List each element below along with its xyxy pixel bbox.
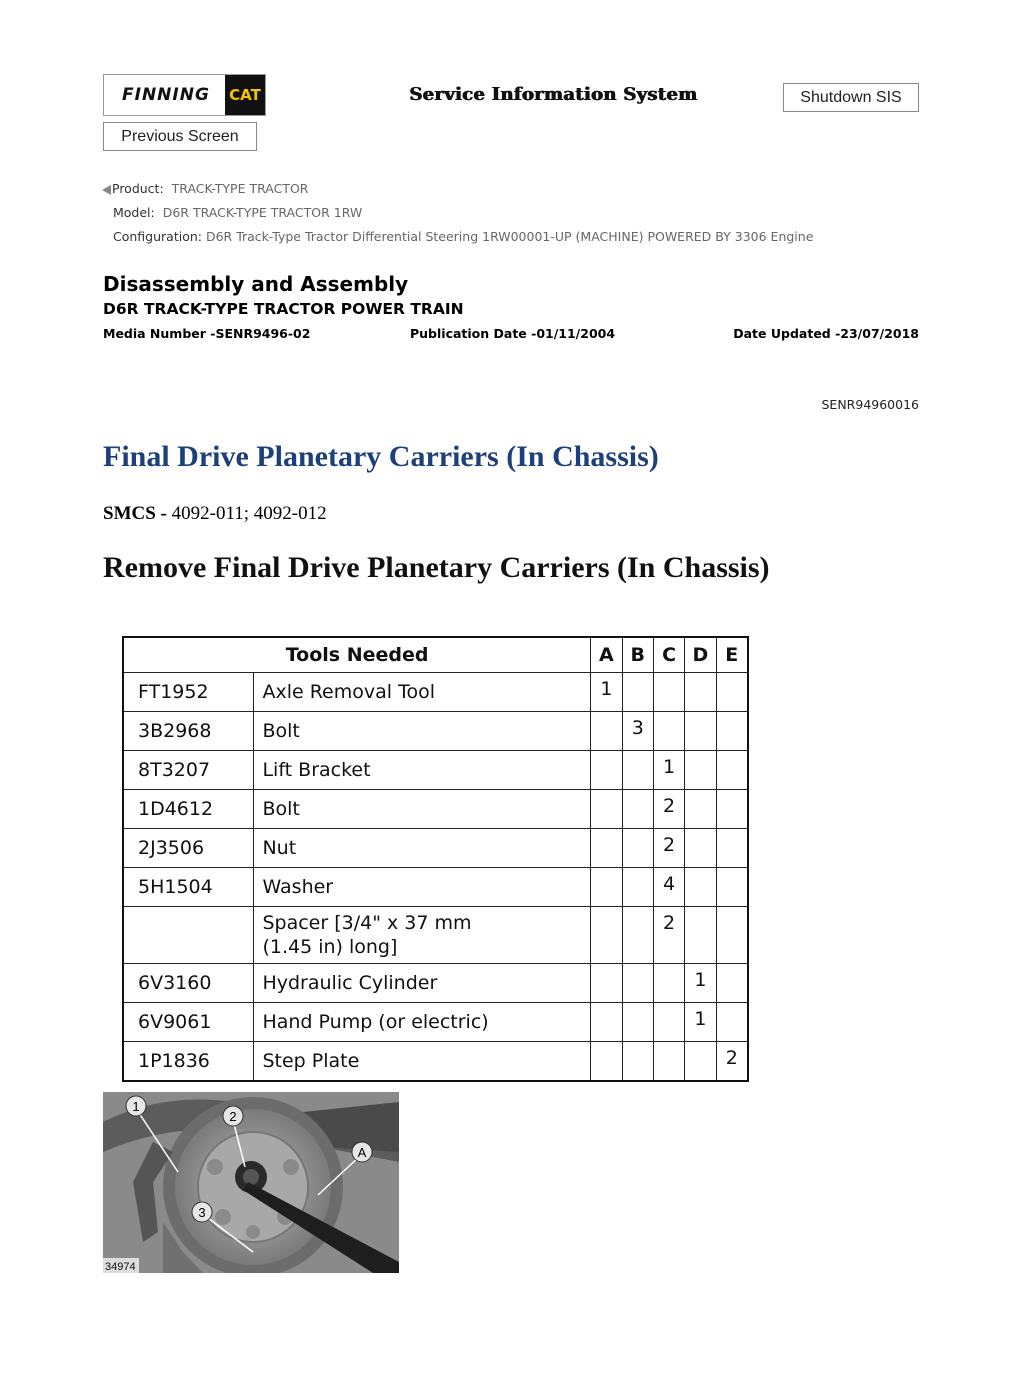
- callout-a: [352, 1142, 372, 1162]
- column-header: E: [716, 637, 748, 673]
- qty-cell: [622, 673, 653, 712]
- tool-part-number: 5H1504: [123, 868, 254, 907]
- table-row: [123, 829, 748, 868]
- configuration-label: Configuration:: [113, 229, 202, 244]
- qty-cell: 1: [685, 964, 716, 1003]
- table-row: [123, 1003, 748, 1042]
- table-row: [123, 1042, 748, 1082]
- column-header: C: [653, 637, 684, 673]
- tool-part-number: 3B2968: [123, 712, 254, 751]
- tools-needed-table: [122, 636, 749, 1082]
- qty-cell: [716, 790, 748, 829]
- smcs-value: 4092-011; 4092-012: [166, 503, 327, 524]
- tool-description-line: Spacer [3/4" x 37 mm: [262, 912, 472, 934]
- qty-cell: [716, 673, 748, 712]
- model-label: Model:: [113, 205, 155, 220]
- tool-description: Hydraulic Cylinder: [254, 964, 591, 1003]
- tool-description: Bolt: [254, 712, 591, 751]
- qty-cell: [685, 712, 716, 751]
- qty-cell: [591, 964, 622, 1003]
- callout-2: [223, 1106, 243, 1126]
- table-row: [123, 790, 748, 829]
- qty-cell: 2: [653, 790, 684, 829]
- callout-a-label: A: [357, 1145, 367, 1160]
- table-row: [123, 907, 748, 964]
- product-value: TRACK-TYPE TRACTOR: [171, 181, 309, 196]
- finning-cat-logo: [103, 74, 266, 116]
- qty-cell: [591, 1003, 622, 1042]
- table-row: [123, 712, 748, 751]
- qty-cell: [685, 751, 716, 790]
- tool-part-number: 1P1836: [123, 1042, 254, 1082]
- qty-cell: [716, 712, 748, 751]
- qty-cell: 1: [685, 1003, 716, 1042]
- column-header: A: [591, 637, 622, 673]
- qty-cell: 3: [622, 712, 653, 751]
- tool-part-number: 6V3160: [123, 964, 254, 1003]
- tool-description: Axle Removal Tool: [254, 673, 591, 712]
- qty-cell: [622, 751, 653, 790]
- finning-logo-text: FINNING: [122, 85, 210, 105]
- qty-cell: [622, 790, 653, 829]
- tools-needed-header: Tools Needed: [123, 637, 591, 673]
- callout-3-label: 3: [198, 1205, 206, 1220]
- configuration-value: D6R Track-Type Tractor Differential Steering 1RW00001-UP (MACHINE) POWERED BY 3306 Engine: [205, 229, 814, 244]
- publication-date: Publication Date -01/11/2004: [410, 326, 616, 341]
- tool-part-number: 2J3506: [123, 829, 254, 868]
- tool-description-line: (1.45 in) long]: [262, 936, 398, 958]
- qty-cell: [653, 964, 684, 1003]
- qty-cell: [591, 712, 622, 751]
- callout-1: [126, 1096, 146, 1116]
- shutdown-sis-button[interactable]: Shutdown SIS: [783, 83, 919, 112]
- final-drive-photo-illustration: [103, 1092, 399, 1273]
- previous-screen-button[interactable]: Previous Screen: [103, 122, 257, 151]
- product-label: Product:: [112, 181, 164, 196]
- document-subheading: D6R TRACK-TYPE TRACTOR POWER TRAIN: [103, 300, 464, 318]
- tool-part-number: 1D4612: [123, 790, 254, 829]
- model-value: D6R TRACK-TYPE TRACTOR 1RW: [162, 205, 363, 220]
- callout-3: [192, 1202, 212, 1222]
- qty-cell: [591, 751, 622, 790]
- final-drive-photo: [103, 1092, 399, 1273]
- qty-cell: [716, 964, 748, 1003]
- page-app-title: Service Information System: [409, 84, 698, 105]
- tool-description: Bolt: [254, 790, 591, 829]
- qty-cell: [653, 1042, 684, 1082]
- tool-part-number: [123, 907, 254, 964]
- callout-1-label: 1: [132, 1099, 140, 1114]
- smcs-label: SMCS -: [103, 503, 167, 524]
- qty-cell: [653, 712, 684, 751]
- qty-cell: 4: [653, 868, 684, 907]
- table-row: [123, 964, 748, 1003]
- tool-description: Hand Pump (or electric): [254, 1003, 591, 1042]
- qty-cell: [685, 868, 716, 907]
- column-header: B: [622, 637, 653, 673]
- qty-cell: 2: [653, 829, 684, 868]
- tool-part-number: 8T3207: [123, 751, 254, 790]
- qty-cell: [622, 964, 653, 1003]
- qty-cell: [622, 1042, 653, 1082]
- qty-cell: [653, 673, 684, 712]
- tool-description: Nut: [254, 829, 591, 868]
- qty-cell: [716, 1003, 748, 1042]
- tool-description: Step Plate: [254, 1042, 591, 1082]
- cat-logo-icon: CAT: [225, 75, 265, 115]
- callout-2-label: 2: [229, 1109, 237, 1124]
- procedure-title: Remove Final Drive Planetary Carriers (In Chassis): [103, 551, 770, 584]
- section-title: Final Drive Planetary Carriers (In Chassis): [103, 440, 659, 473]
- qty-cell: [622, 1003, 653, 1042]
- qty-cell: [622, 907, 653, 964]
- table-header-row: [123, 637, 748, 673]
- image-number: 34974: [105, 1261, 136, 1273]
- column-header: D: [685, 637, 716, 673]
- qty-cell: [716, 829, 748, 868]
- table-row: [123, 673, 748, 712]
- qty-cell: [716, 751, 748, 790]
- qty-cell: [685, 1042, 716, 1082]
- qty-cell: [591, 790, 622, 829]
- smcs-codes: [103, 503, 327, 525]
- reference-code: SENR94960016: [821, 397, 919, 412]
- qty-cell: [716, 868, 748, 907]
- product-row: [102, 181, 308, 196]
- date-updated: Date Updated -23/07/2018: [733, 326, 919, 341]
- qty-cell: [685, 907, 716, 964]
- back-arrow-icon[interactable]: [102, 185, 111, 195]
- qty-cell: [685, 673, 716, 712]
- table-row: [123, 868, 748, 907]
- qty-cell: 2: [653, 907, 684, 964]
- qty-cell: [591, 868, 622, 907]
- table-row: [123, 751, 748, 790]
- qty-cell: [653, 1003, 684, 1042]
- tool-part-number: FT1952: [123, 673, 254, 712]
- qty-cell: [685, 829, 716, 868]
- tool-description: [254, 907, 591, 964]
- qty-cell: 2: [716, 1042, 748, 1082]
- document-heading: Disassembly and Assembly: [103, 272, 409, 296]
- qty-cell: [685, 790, 716, 829]
- tool-part-number: 6V9061: [123, 1003, 254, 1042]
- configuration-row: [113, 229, 813, 244]
- media-number: Media Number -SENR9496-02: [103, 326, 311, 341]
- qty-cell: [591, 1042, 622, 1082]
- model-row: [113, 205, 362, 220]
- qty-cell: [591, 829, 622, 868]
- tool-description: Washer: [254, 868, 591, 907]
- qty-cell: 1: [653, 751, 684, 790]
- tool-description: Lift Bracket: [254, 751, 591, 790]
- qty-cell: [622, 868, 653, 907]
- qty-cell: [622, 829, 653, 868]
- qty-cell: [716, 907, 748, 964]
- qty-cell: 1: [591, 673, 622, 712]
- qty-cell: [591, 907, 622, 964]
